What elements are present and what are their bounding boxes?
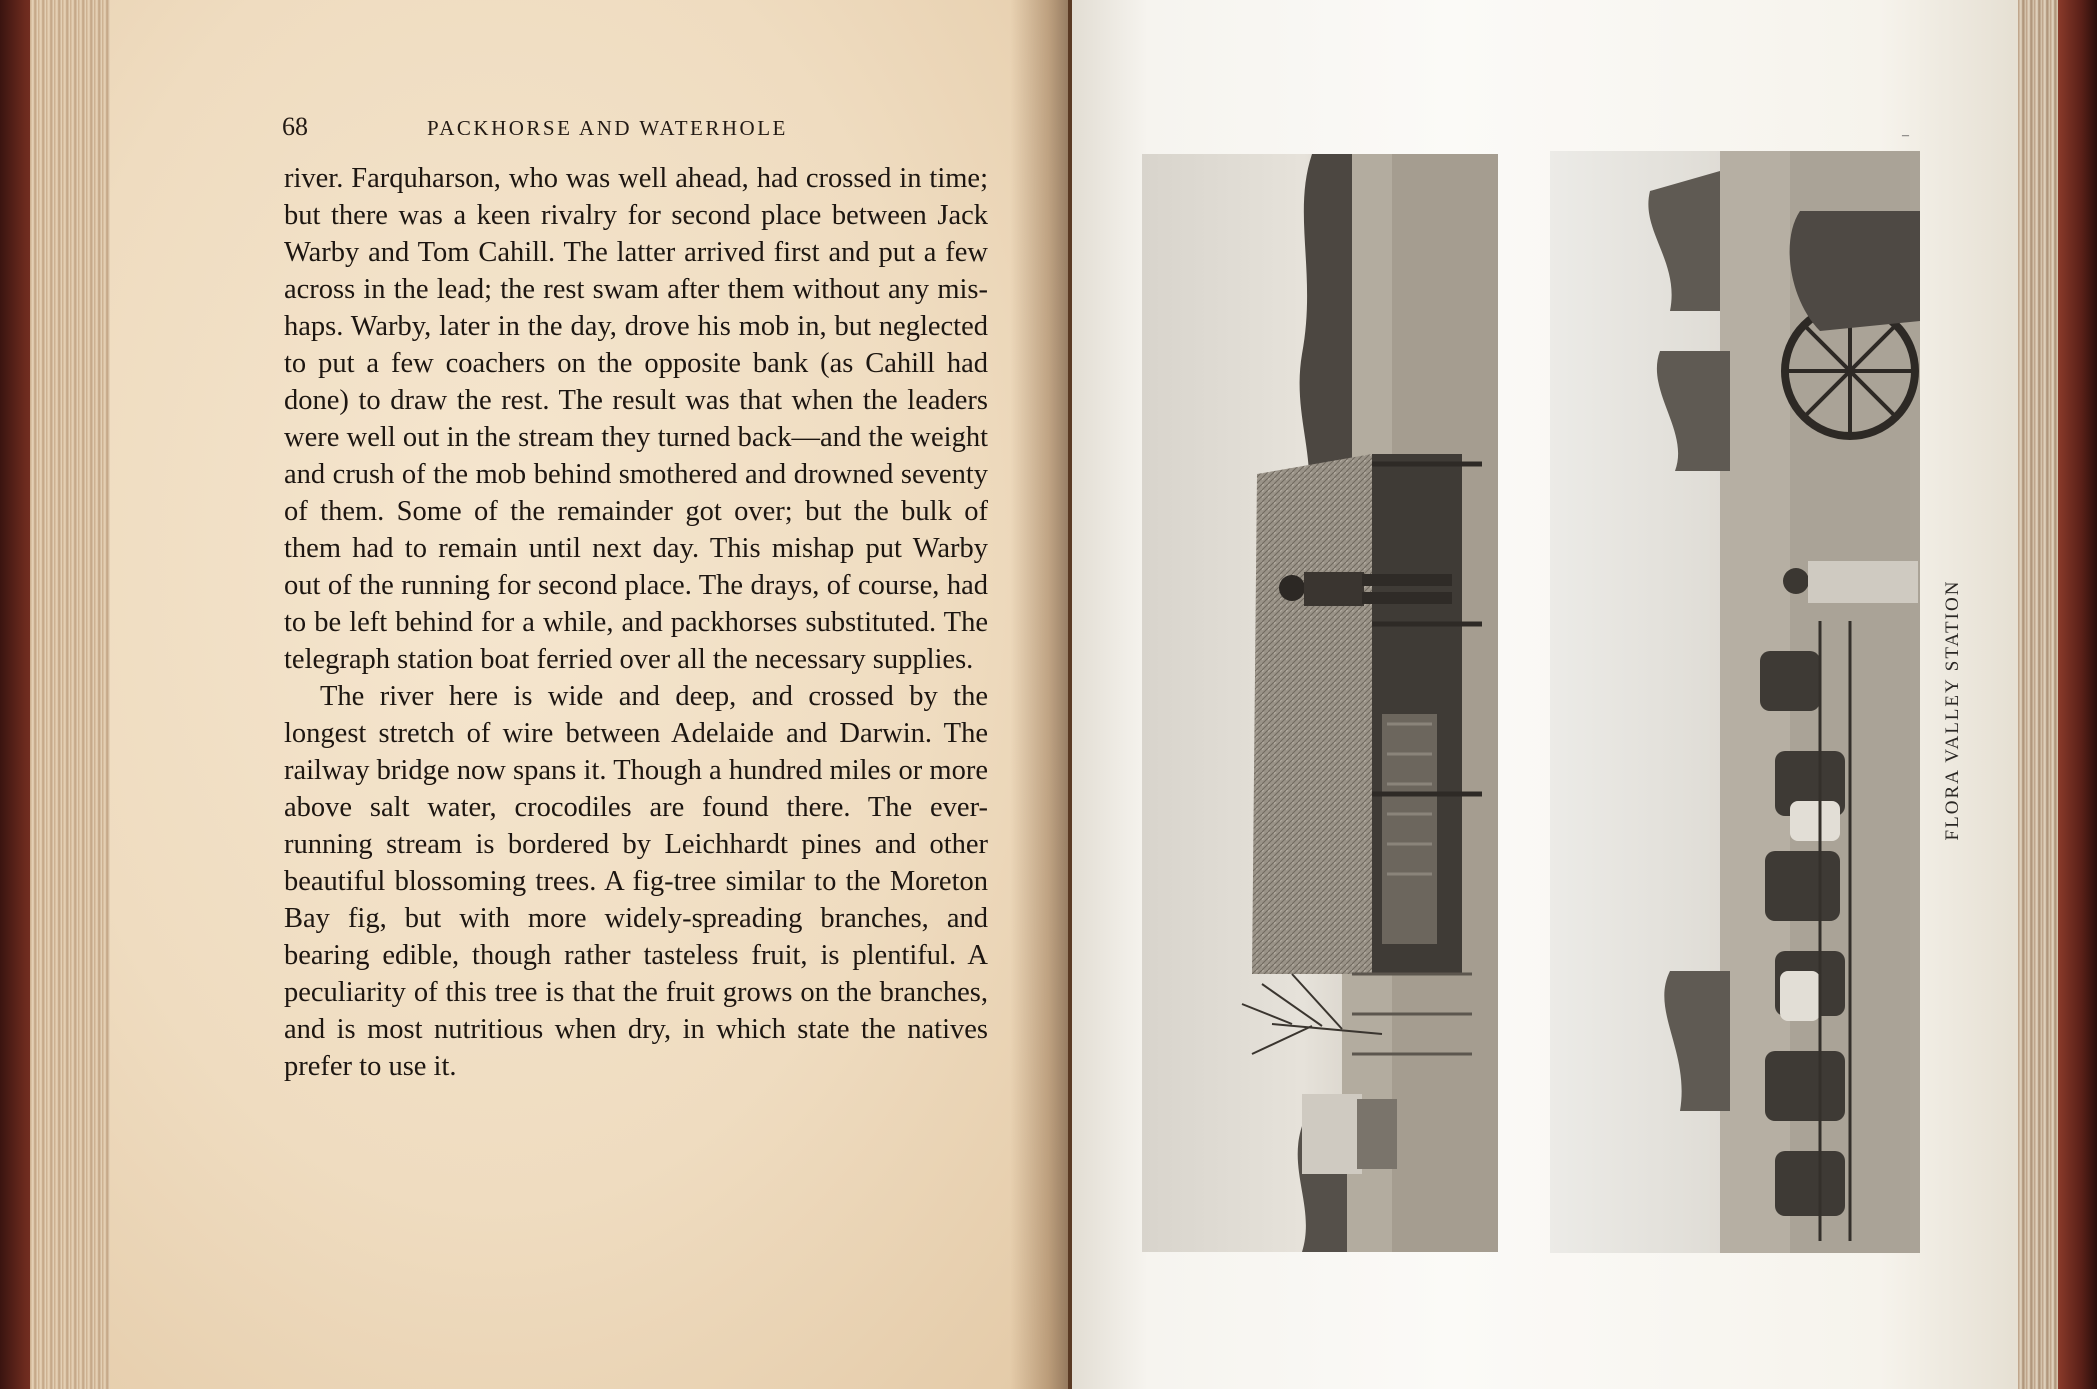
page-number: 68 bbox=[282, 112, 308, 141]
plate-caption-text: FLORA VALLEY STATION bbox=[1942, 579, 1963, 841]
paragraph-1: river. Farquharson, who was well ahead, had crossed in time; but there was a keen rivalry for second place between Jack Warby and Tom Cahill. The latter arrived first and put a few across in the lead; the rest swam after them without any mis-haps. Warby, later in the day, drove his mob in, but neglected to put a few coachers on the opposite bank (as Cahill had done) to draw the rest. The result was that when the leaders were well out in the stream they turned back—and the weight and crush of the mob behind smothered and drowned seventy of them. Some of the remainder got over; but the bulk of them had to remain until next day. This mishap put Warby out of the running for second place. The drays, of course, had to be left behind for a while, and packhorses substituted. The telegraph station boat ferried over all the necessary supplies. bbox=[284, 163, 988, 675]
running-head-title: PACKHORSE AND WATERHOLE bbox=[427, 116, 788, 140]
photo-plate-hut bbox=[1142, 154, 1498, 1252]
page-edges-right bbox=[2018, 0, 2063, 1389]
plate-caption bbox=[1942, 545, 1964, 875]
running-head bbox=[282, 112, 1002, 146]
print-mark: – bbox=[1902, 128, 1909, 143]
photo-plate-flora-valley bbox=[1550, 151, 1920, 1253]
book-cover-right-edge bbox=[2058, 0, 2097, 1389]
body-text bbox=[284, 160, 988, 1085]
paragraph-2: The river here is wide and deep, and crossed by the longest stretch of wire between Adelaide and Darwin. The railway bridge now spans it. Though a hundred miles or more above salt water, crocodiles are found there. The ever-running stream is bordered by Leichhardt pines and other beautiful blossoming trees. A fig-tree similar to the Moreton Bay fig, but with more widely-spreading branches, and bearing edible, though rather tasteless fruit, is plentiful. A peculiarity of this tree is that the fruit grows on the branches, and is most nutritious when dry, in which state the natives prefer to use it. bbox=[284, 681, 988, 1082]
